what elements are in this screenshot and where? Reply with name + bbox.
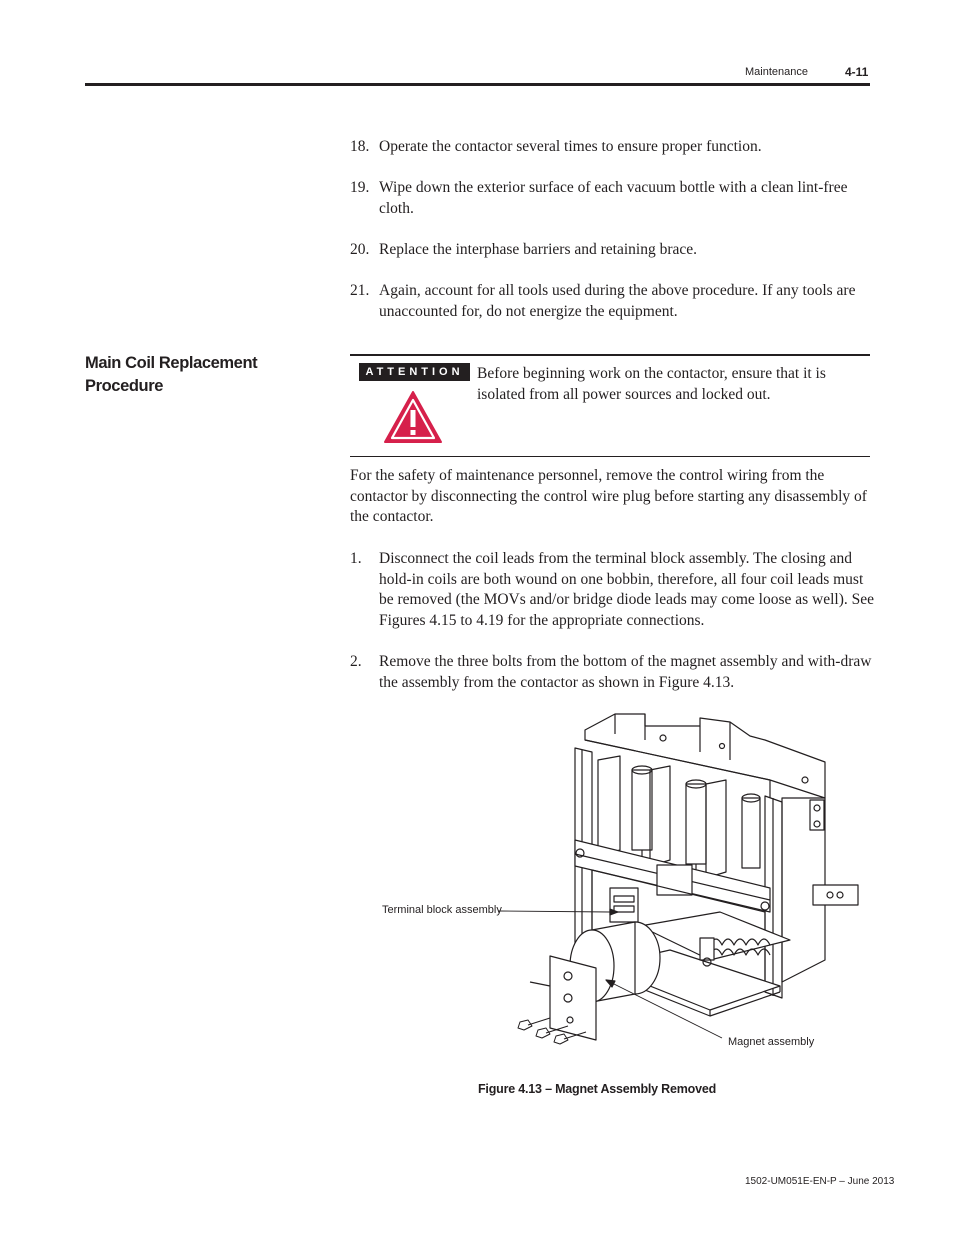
attention-rule-top (350, 354, 870, 356)
attention-text: Before beginning work on the contactor, ensure that it is isolated from all power sources and locked out. (477, 365, 826, 403)
contactor-drawing (370, 700, 870, 1070)
step-text: Remove the three bolts from the bottom of the magnet assembly and with-draw the assembly from the contactor as shown in Figure 4.13. (379, 653, 872, 691)
step-number: 19. (350, 179, 370, 196)
figure-magnet-assembly (370, 700, 870, 1070)
step-text: Again, account for all tools used during the above procedure. If any tools are unaccounted for, do not energize the equipment. (379, 282, 856, 320)
step-text: Replace the interphase barriers and retaining brace. (379, 241, 698, 258)
callout-terminal-block: Terminal block assembly (382, 904, 502, 916)
list-item (350, 549, 875, 631)
step-number: 21. (350, 282, 370, 299)
step-number: 2. (350, 653, 362, 670)
page-number: 4-11 (845, 65, 869, 79)
list-item (350, 240, 875, 261)
section-heading: Main Coil Replacement Procedure (85, 354, 258, 395)
attention-rule-bottom (350, 456, 870, 457)
running-header-section: Maintenance (745, 66, 808, 78)
attention-badge: ATTENTION (359, 363, 470, 381)
figure-caption: Figure 4.13 – Magnet Assembly Removed (478, 1082, 717, 1096)
step-text: Wipe down the exterior surface of each vacuum bottle with a clean lint-free cloth. (379, 179, 848, 217)
list-item (350, 178, 875, 219)
list-item (350, 281, 875, 322)
list-item (350, 652, 875, 693)
step-text: Operate the contactor several times to ensure proper function. (379, 138, 762, 155)
callout-magnet-assembly: Magnet assembly (728, 1036, 815, 1048)
header-rule (85, 83, 870, 86)
publication-footer: 1502-UM051E-EN-P – June 2013 (745, 1176, 895, 1187)
step-number: 1. (350, 550, 362, 567)
list-item (350, 137, 875, 158)
step-number: 20. (350, 241, 370, 258)
step-number: 18. (350, 138, 370, 155)
warning-triangle-icon (383, 390, 443, 444)
intro-paragraph: For the safety of maintenance personnel, remove the control wiring from the contactor by disconnecting the control wire plug before starting any disassembly of the contactor. (350, 467, 867, 526)
step-text: Disconnect the coil leads from the terminal block assembly. The closing and hold-in coils are both wound on one bobbin, therefore, all four coil leads must be removed (the MOVs and/or bridge diode leads may come loose as well). See Figures 4.15 to 4.19 for the appropriate connections. (379, 550, 874, 629)
